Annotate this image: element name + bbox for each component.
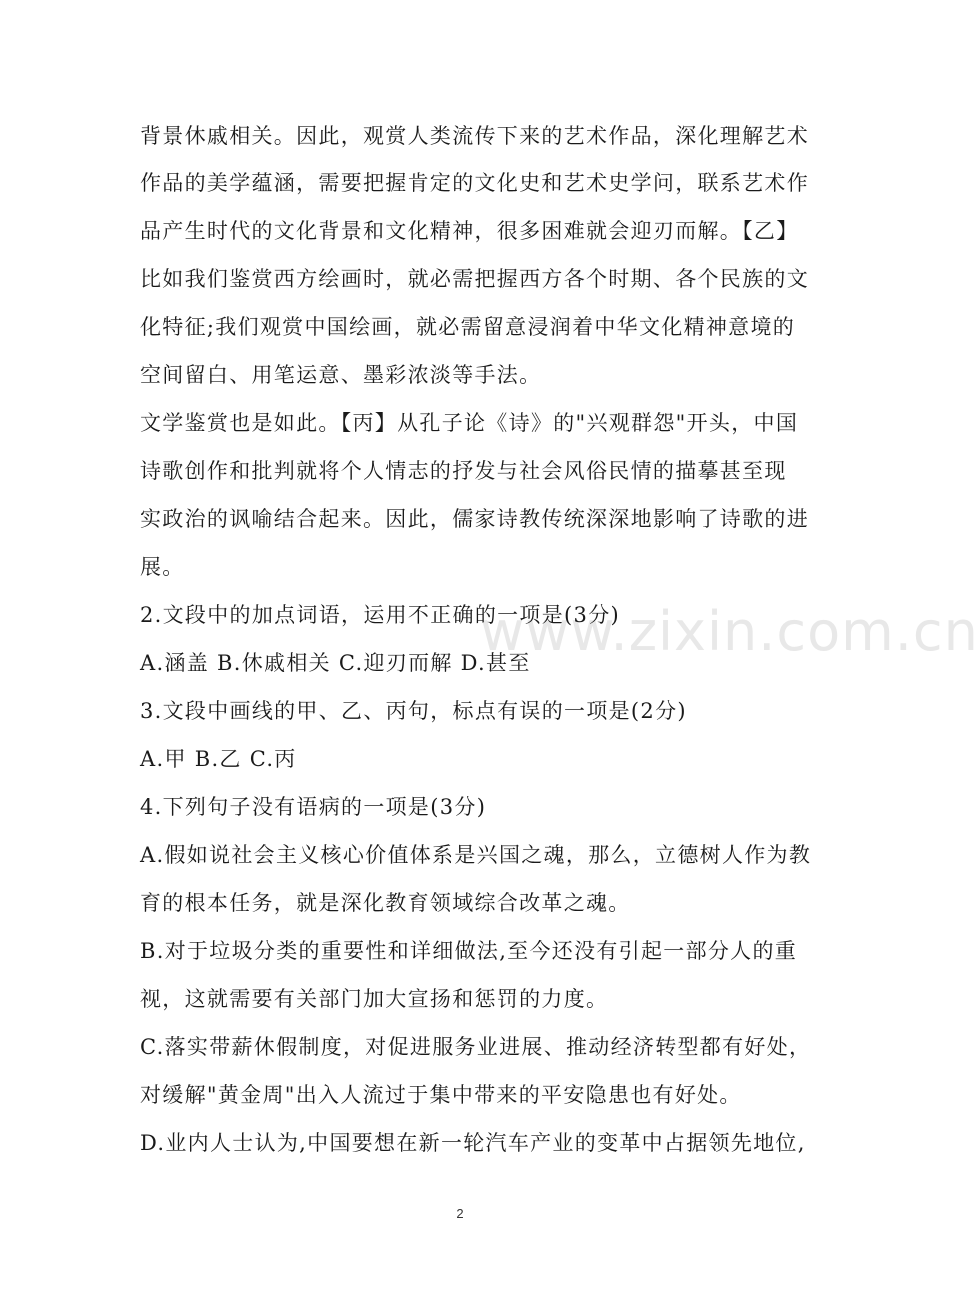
question-4-stem: 4.下列句子没有语病的一项是(3分) xyxy=(140,795,487,819)
option-b-line-2: 视，这就需要有关部门加大宣扬和惩罚的力度。 xyxy=(140,987,609,1011)
text-line: 空间留白、用笔运意、墨彩浓淡等手法。 xyxy=(140,363,542,387)
option-c-line-2: 对缓解"黄金周"出入人流过于集中带来的平安隐患也有好处。 xyxy=(140,1083,742,1107)
question-2-stem: 2.文段中的加点词语，运用不正确的一项是(3分) xyxy=(140,603,620,627)
option-c-line-1: C.落实带薪休假制度，对促进服务业进展、推动经济转型都有好处， xyxy=(140,1035,812,1059)
text-line: 实政治的讽喻结合起来。因此，儒家诗教传统深深地影响了诗歌的进 xyxy=(140,507,809,531)
option-d-line-1: D.业内人士认为,中国要想在新一轮汽车产业的变革中占据领先地位, xyxy=(140,1131,806,1155)
watermark: www.zixin.com.cn xyxy=(480,600,979,663)
text-line: 背景休戚相关。因此，观赏人类流传下来的艺术作品，深化理解艺术 xyxy=(140,124,809,148)
text-line: 文学鉴赏也是如此。【丙】从孔子论《诗》的"兴观群怨"开头，中国 xyxy=(140,411,799,435)
question-2-options: A.涵盖 B.休戚相关 C.迎刃而解 D.甚至 xyxy=(140,651,531,675)
page-number: 2 xyxy=(456,1206,464,1221)
option-b-line-1: B.对于垃圾分类的重要性和详细做法,至今还没有引起一部分人的重 xyxy=(140,939,798,963)
text-line: 作品的美学蕴涵，需要把握肯定的文化史和艺术史学问，联系艺术作 xyxy=(140,171,809,195)
text-line: 品产生时代的文化背景和文化精神，很多困难就会迎刃而解。【乙】 xyxy=(140,219,799,243)
option-a-line-2: 育的根本任务，就是深化教育领域综合改革之魂。 xyxy=(140,891,631,915)
text-line: 比如我们鉴赏西方绘画时，就必需把握西方各个时期、各个民族的文 xyxy=(140,267,809,291)
option-a-line-1: A.假如说社会主义核心价值体系是兴国之魂，那么，立德树人作为教 xyxy=(140,843,812,867)
text-line: 化特征;我们观赏中国绘画，就必需留意浸润着中华文化精神意境的 xyxy=(140,315,796,339)
text-line: 展。 xyxy=(140,555,185,579)
question-3-stem: 3.文段中画线的甲、乙、丙句，标点有误的一项是(2分) xyxy=(140,699,687,723)
question-3-options: A.甲 B.乙 C.丙 xyxy=(140,747,297,771)
text-line: 诗歌创作和批判就将个人情志的抒发与社会风俗民情的描摹甚至现 xyxy=(140,459,787,483)
